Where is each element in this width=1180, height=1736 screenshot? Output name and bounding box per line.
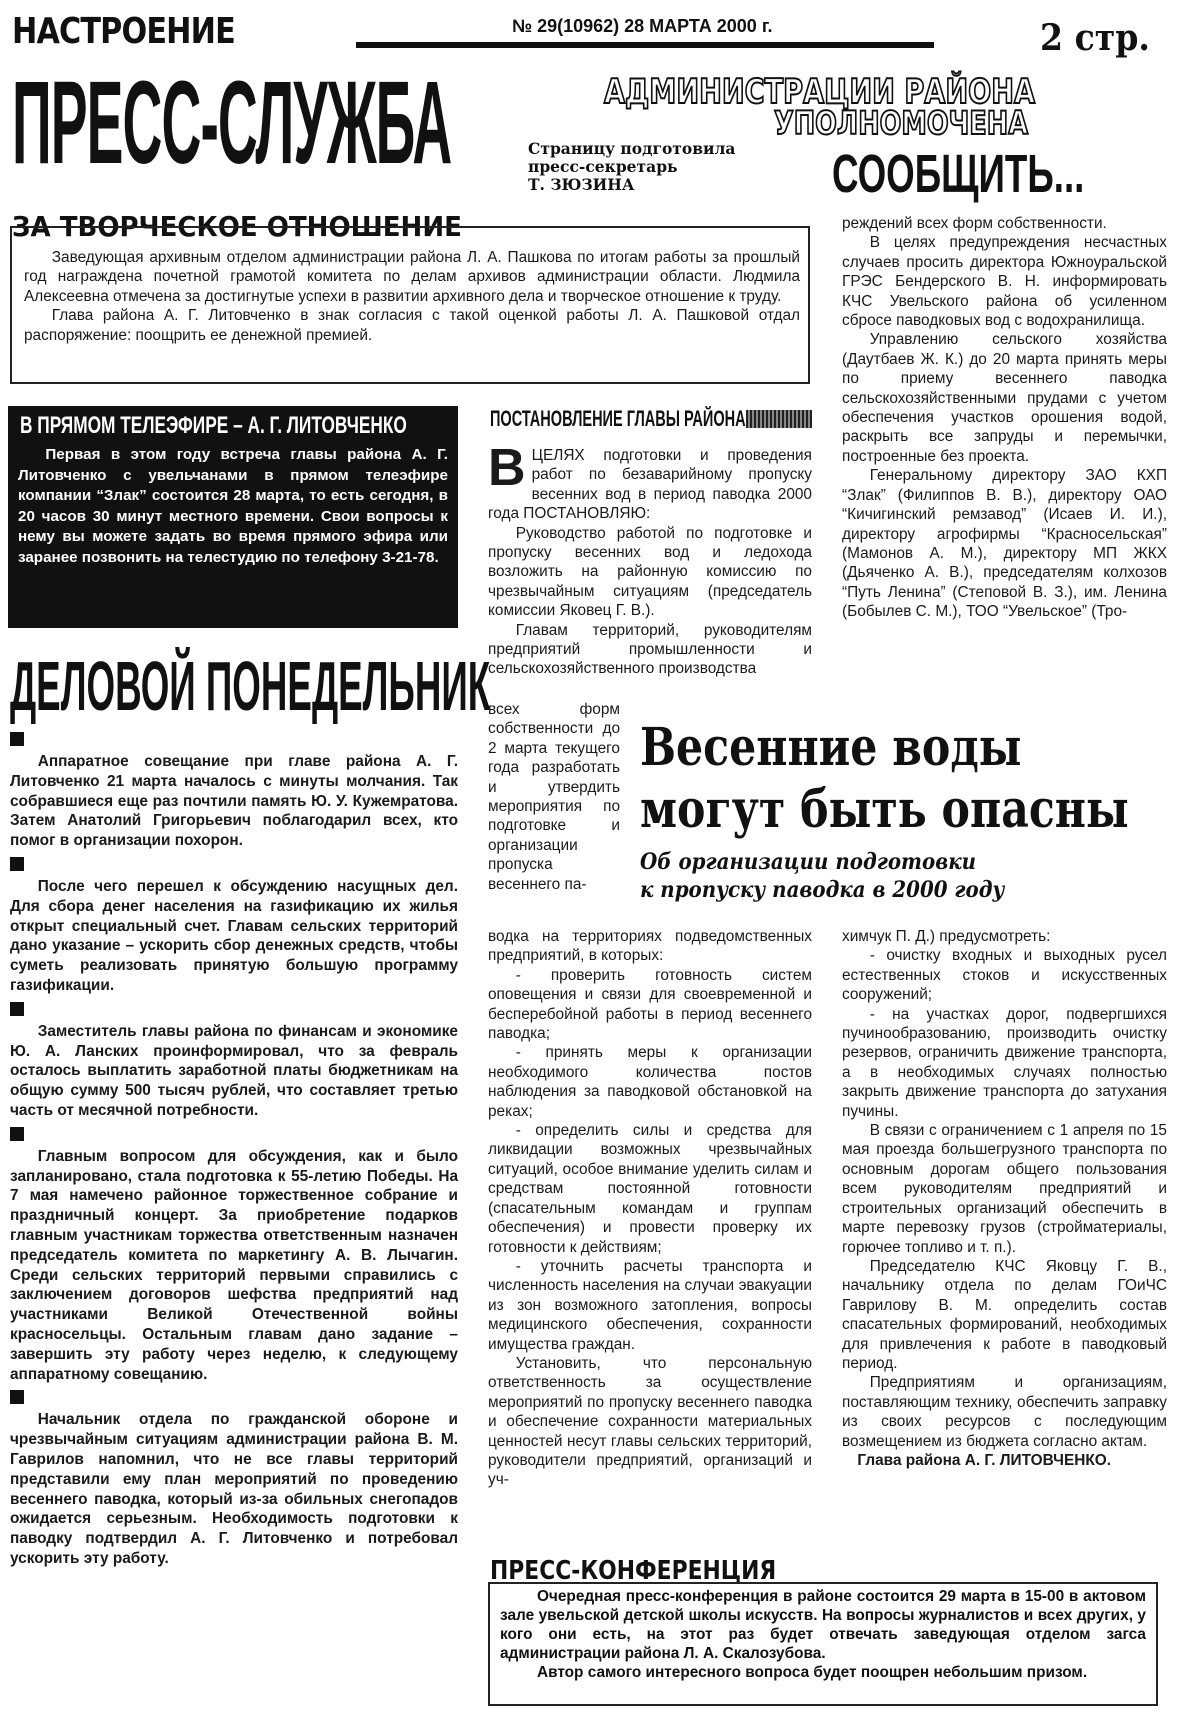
bullet-square — [10, 1390, 24, 1404]
monday-item-1: Аппаратное совещание при главе района А. Г. Литовченко 21 марта началось с минуты молчания. Так собравшиеся еще раз почтили память Ю. У. Кужемратова. Затем Анатолий Григорьевич поблагодарил всех, кто помог в организации похорон. — [10, 753, 458, 850]
monday-item-3: Заместитель главы района по финансам и экономике Ю. А. Ланских проинформировал, что за февраль осталось выплатить заработной платы бюджетникам на общую сумму 500 тысяч рублей, что составляет третью часть от месячной потребности. — [10, 1022, 458, 1119]
creative-heading: ЗА ТВОРЧЕСКОЕ ОТНОШЕНИЕ — [12, 210, 462, 243]
decree-bullet-4: - уточнить расчеты транспорта и численность населения на случаи эвакуации из зон возможного затопления, вопросы медицинского обеспечения, сохранности имущества граждан. — [488, 1257, 812, 1353]
right-b-bullet-2: - на участках дорог, подвергшихся пучинообразованию, производить очистку резервов, ограничить движение транспорта, а в необходимых случаях полностью закрыть движение транспорта до затухания пучины. — [842, 1005, 1167, 1120]
bullet-square — [10, 1002, 24, 1016]
right-b-p3: Председателю КЧС Яковцу Г. В., начальнику отдела по делам ГОиЧС Гаврилову В. М. определить состав спасательных формирований, необходимых для привлечения к работе в паводковый период. — [842, 1257, 1167, 1372]
section-title: НАСТРОЕНИЕ — [12, 11, 235, 52]
conference-heading: ПРЕСС-КОНФЕРЕНЦИЯ — [490, 1556, 777, 1586]
decree-dropcap: В — [488, 446, 526, 497]
decree-heading: ПОСТАНОВЛЕНИЕ ГЛАВЫ РАЙОНА — [490, 406, 746, 431]
decree-bullet-2: - принять меры к организации необходимого количества постов наблюдения за паводковой обстановкой на реках; — [488, 1044, 812, 1120]
right-b-bullet-1: - очистку входных и выходных русел естественных стоков и искусственных сооружений; — [842, 947, 1167, 1004]
spring-headline — [640, 718, 1170, 904]
banner-line-3: СООБЩИТЬ... — [832, 144, 1085, 204]
page-number: 2 стр. — [1040, 17, 1150, 59]
decree-p2: Руководство работой по подготовке и пропуску весенних вод и ледохода возложить на районную комиссию по чрезвычайным ситуациям (председатель комиссии Яковец Г. В.). — [488, 524, 812, 620]
creative-box — [10, 226, 810, 384]
monday-heading: ДЕЛОВОЙ ПОНЕДЕЛЬНИК — [10, 647, 491, 725]
banner-title: ПРЕСС-СЛУЖБА — [12, 57, 452, 189]
decree-bullet-3: - определить силы и средства для ликвидации возможных чрезвычайных ситуаций, особое внимание уделить силам и средствам постоянной готовности (спасательным командам и группам обеспечения) и провести проверку их готовности к действиям; — [488, 1122, 812, 1256]
decree-col-top — [488, 446, 812, 679]
live-box — [8, 406, 458, 628]
monday-item-4: Главным вопросом для обсуждения, как и было запланировано, стала подготовка к 55-летию Победы. На 7 мая намечено районное торжественное собрание и праздничный концерт. За приобретение подарков главным участникам торжества ответственным назначен председатель комитета по маркетингу А. В. Лычагин. Среди сельских территорий первыми справились с заключением договоров шефства предприятий над участниками Великой Отечественной войны красносельцы. Остальным главам дано задание – завершить эту работу через неделю, к следующему аппаратному совещанию. — [10, 1147, 458, 1383]
monday-item-5: Начальник отдела по гражданской обороне и чрезвычайным ситуациям администрации района В. М. Гаврилов напомнил, что не все главы территорий представили ему план мероприятий по проведению весеннего паводка, который из-за обильных снегопадов ожидается серьезным. Необходимость подготовки к паводку подтвердил А. Г. Литовченко и потребовал ускорить эту работу. — [10, 1411, 458, 1567]
conference-p2: Автор самого интересного вопроса будет поощрен небольшим призом. — [536, 1664, 1088, 1681]
bullet-square — [10, 732, 24, 746]
right-col-bottom — [842, 927, 1167, 1470]
issue-number: № 29(10962) 28 МАРТА 2000 г. — [512, 16, 773, 36]
decree-p1: ЦЕЛЯХ подготовки и проведения работ по безаварийному пропуску весенних вод в период паводка 2000 года ПОСТАНОВЛЯЮ: — [488, 447, 812, 523]
right-b-signature: Глава района А. Г. ЛИТОВЧЕНКО. — [857, 1451, 1111, 1469]
spring-subtitle-1: Об организации подготовки — [640, 849, 977, 875]
right-b-p1: химчук П. Д.) предусмотреть: — [842, 928, 1051, 945]
spring-subtitle-2: к пропуску паводка в 2000 году — [640, 877, 1005, 903]
prepared-by-line-2: пресс-секретарь — [528, 157, 678, 176]
decree-bullet-1: - проверить готовность систем оповещения и связи для своевременной и бесперебойной работы в период весеннего паводка; — [488, 966, 812, 1043]
bullet-square — [10, 1127, 24, 1141]
conference-box — [488, 1582, 1158, 1706]
bullet-square — [10, 857, 24, 871]
prepared-by-line-3: Т. ЗЮЗИНА — [528, 175, 635, 194]
right-b-p4: Предприятиям и организациям, поставляющим технику, обеспечить заправку из своих ресурсов с последующим возмещением из бюджета согласно актам. — [842, 1374, 1167, 1450]
conference-p1: Очередная пресс-конференция в районе состоится 29 марта в 15-00 в актовом зале увельской детской школы искусств. На вопросы журналистов и всех других, у кого они есть, на этот раз будет отвечать заведующая отделом загса администрации района Л. А. Скалозубова. — [500, 1588, 1146, 1662]
decree-p4: Установить, что персональную ответственность за осуществление мероприятий по пропуску весеннего паводка и обеспечение сохранности материальных ценностей несут главы сельских территорий, руководители предприятий, организаций и уч- — [488, 1354, 812, 1489]
decree-p3-narrow: всех форм собственности до 2 марта текущего года разработать и утвердить мероприятия по подготовке и организации пропуска весеннего па- — [488, 701, 620, 893]
banner-line-2: УПОЛНОМОЧЕНА — [774, 104, 1029, 142]
right-p3: Генеральному директору ЗАО КХП “Злак” (Филиппов В. В.), директору ОАО “Кичигинский ремзавод” (Исаев И. И.), директору агрофирмы “Красносельская” (Мамонов А. М.), директору МП ЖКХ (Дьяченко А. В.), председателям колхозов “Путь Ленина” (Степовой В. З.), им. Ленина (Бобылев С. М.), ТОО “Увельское” (Тро- — [842, 467, 1167, 621]
decree-col-bottom — [488, 927, 812, 1490]
right-p2: Управлению сельского хозяйства (Даутбаев Ж. К.) до 20 марта принять меры по приему весеннего паводка сельскохозяйственными прудами с учетом обеспечения участков орошения водой, раскрыть все запруды и перемычки, построенные без проекта. — [842, 331, 1167, 465]
live-body: Первая в этом году встреча главы района А. Г. Литовченко с увельчанами в прямом телеэфире компании “Злак” состоится 28 марта, то есть сегодня, в 20 часов 30 минут местного времени. Свои вопросы к нему вы можете задать во время прямого эфира или заранее позвонить на телестудию по телефону 3-21-78. — [18, 446, 448, 566]
creative-p1: Заведующая архивным отделом администрации района Л. А. Пашкова по итогам работы за прошлый год награждена почетной грамотой комитета по делам архивов администрации области. Людмила Алексеевна отмечена за достигнутые успехи в развитии архивного дела и творческое отношение к труду. — [24, 249, 800, 305]
banner-line-1: АДМИНИСТРАЦИИ РАЙОНА — [604, 72, 1036, 112]
decree-p3-top: Главам территорий, руководителям предприятий промышленности и сельскохозяйственного производства — [488, 621, 812, 678]
spring-title-2: могут быть опасны — [640, 779, 1129, 840]
prepared-by — [528, 140, 735, 194]
right-col-top — [842, 214, 1167, 622]
decree-p3-bottom: водка на территориях подведомственных предприятий, в которых: — [488, 928, 812, 965]
creative-p2: Глава района А. Г. Литовченко в знак согласия с такой оценкой работы Л. А. Пашковой отдал распоряжение: поощрить ее денежной премией. — [24, 307, 800, 344]
monday-column — [10, 726, 458, 1569]
decree-heading-rule — [746, 410, 812, 428]
spring-title-1: Весенние воды — [640, 717, 1022, 778]
header-rule — [356, 42, 934, 48]
right-p1: В целях предупреждения несчастных случаев просить директора Южноуральской ГРЭС Бендерского В. Н. информировать КЧС Увельского района об усиленном сбросе паводковых вод с водохранилища. — [842, 234, 1167, 330]
live-heading: В ПРЯМОМ ТЕЛЕЭФИРЕ – А. Г. ЛИТОВЧЕНКО — [20, 412, 407, 439]
decree-col-narrow — [488, 700, 620, 894]
prepared-by-line-1: Страницу подготовила — [528, 139, 736, 158]
right-p0: реждений всех форм собственности. — [842, 215, 1107, 232]
monday-item-2: После чего перешел к обсуждению насущных дел. Для сбора денег населения на газификацию их жилья открыт специальный счет. Главам сельских территорий дано указание – ускорить сбор денежных средств, чтобы суметь реализовать принятую большую программу газификации. — [10, 877, 458, 994]
right-b-p2: В связи с ограничением с 1 апреля по 15 мая проезда большегрузного транспорта по основным дорогам общего пользования всем руководителям предприятий и строительных организаций обеспечить в марте перевозку грузов (стройматериалы, горючее топливо и т. п.). — [842, 1122, 1167, 1256]
